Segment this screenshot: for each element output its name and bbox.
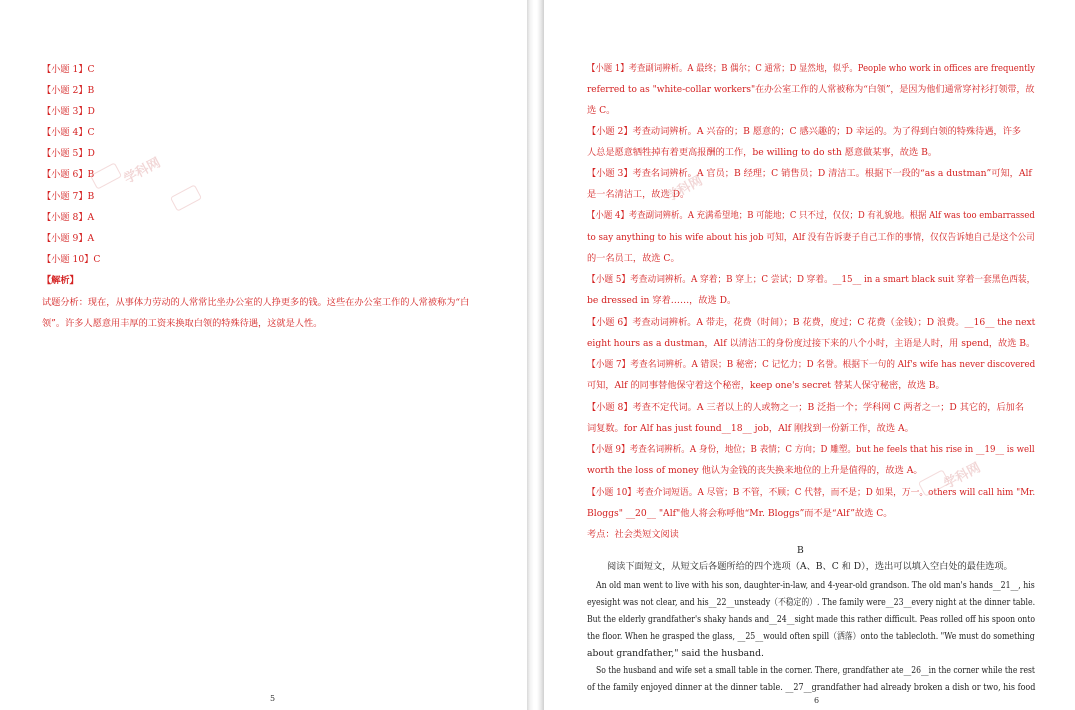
explanation-line: 选 C。	[587, 105, 616, 116]
explanation-line: to say anything to his wife about his job 可知，Alf 没有告诉妻子自己工作的事情，仅仅告诉她自己是这个公司	[587, 232, 1035, 243]
answer-8: 【小题 8】A	[42, 212, 95, 223]
explanation-line: 词复数。for Alf has just found__18__ job，Alf 刚找到一份新工作，故选 A。	[587, 423, 914, 434]
explanation-line: 【小题 10】考查介词短语。A 尽管；B 不管，不顾；C 代替，而不是；D 如果，万一。others will call him "Mr.	[587, 487, 1036, 498]
answer-7: 【小题 7】B	[42, 191, 95, 202]
watermark: 学科网	[663, 173, 706, 206]
answer-4: 【小题 4】C	[42, 127, 95, 138]
passage-line: of the family enjoyed dinner at the dinner table. __27__grandfather had already broken a dish or two, his food	[587, 682, 1036, 693]
watermark-logo-icon	[170, 184, 202, 211]
watermark-logo-icon	[90, 162, 122, 189]
explanation-line: 人总是愿意牺牲掉有着更高报酬的工作，be willing to do sth 愿意做某事，故选 B。	[587, 147, 938, 158]
answer-9: 【小题 9】A	[42, 233, 95, 244]
kaodian-line: 考点：社会类短文阅读	[587, 529, 679, 540]
section-letter: B	[797, 545, 804, 556]
explanation-line: 【小题 2】考查动词辨析。A 兴奋的；B 愿意的；C 感兴趣的；D 幸运的。为了得到白领的特殊待遇，许多	[587, 126, 1022, 137]
answer-3: 【小题 3】D	[42, 106, 95, 117]
right-page	[544, 0, 1075, 710]
explanation-line: 的一名员工，故选 C。	[587, 253, 680, 264]
answer-5: 【小题 5】D	[42, 148, 95, 159]
passage-line: eyesight was not clear, and his__22__unsteady（不稳定的）. The family were__23__every night at the dinner table.	[587, 597, 1036, 608]
explanation-line: 【小题 1】考查副词辨析。A 最终；B 偶尔；C 通常；D 显然地，似乎。People who work in offices are frequently	[587, 63, 1035, 74]
watermark: 学科网	[121, 155, 164, 188]
explanation-line: 【小题 6】考查动词辨析。A 带走，花费（时间）；B 花费，度过；C 花费（金钱）；D 浪费。__16__ the next	[587, 317, 1036, 328]
explanation-line: 可知，Alf 的同事替他保守着这个秘密，keep one's secret 替某人保守秘密，故选 B。	[587, 380, 945, 391]
analysis-line-2: 领”。许多人愿意用丰厚的工资来换取白领的特殊待遇，这就是人性。	[42, 318, 323, 329]
explanation-line: 【小题 7】考查名词辨析。A 错误；B 秘密；C 记忆力；D 名誉。根据下一句的 Alf's wife has never discovered	[587, 359, 1036, 370]
answer-1: 【小题 1】C	[42, 64, 95, 75]
answer-6: 【小题 6】B	[42, 169, 95, 180]
explanation-line: worth the loss of money 他认为金钱的丧失换来地位的上升是值得的，故选 A。	[587, 465, 923, 476]
explanation-line: 【小题 4】考查副词辨析。A 充满希望地；B 可能地；C 只不过，仅仅；D 有礼貌地。根据 Alf was too embarrassed	[587, 210, 1035, 221]
page-number: 5	[270, 694, 276, 703]
answer-10: 【小题 10】C	[42, 254, 101, 265]
explanation-line: 【小题 5】考查动词辨析。A 穿着；B 穿上；C 尝试；D 穿着。__15__ in a smart black suit 穿着一套黑色西装，	[587, 274, 1036, 285]
analysis-line-1: 试题分析：现在，从事体力劳动的人常常比坐办公室的人挣更多的钱。这些在办公室工作的人常被称为“白	[42, 297, 470, 308]
answer-2: 【小题 2】B	[42, 85, 95, 96]
passage-line: So the husband and wife set a small table in the corner. There, grandfather ate__26__in the corner while the rest	[596, 665, 1036, 676]
explanation-line: Bloggs" __20__ "Alf"他人将会称呼他“Mr. Bloggs”而不是“Alf”故选 C。	[587, 508, 893, 519]
explanation-line: 【小题 3】考查名词辨析。A 官员；B 经理；C 销售员；D 清洁工。根据下一段的“as a dustman”可知，Alf	[587, 168, 1032, 179]
page-number: 6	[814, 696, 820, 705]
passage-line: But the elderly grandfather's shaky hands and__24__sight made this rather difficult. Peas rolled off his spoon onto	[587, 614, 1036, 625]
instruction-text: 阅读下面短文，从短文后各题所给的四个选项（A、B、C 和 D），选出可以填入空白处的最佳选项。	[607, 561, 1013, 572]
page-gutter	[527, 0, 544, 710]
explanation-line: eight hours as a dustman，Alf 以清洁工的身份度过接下来的八个小时，主语是人时，用 spend，故选 B。	[587, 338, 1036, 349]
analysis-heading: 【解析】	[42, 275, 79, 286]
left-page	[0, 0, 527, 710]
passage-line: An old man went to live with his son, daughter-in-law, and 4-year-old grandson. The old man's hands__21__, his	[596, 580, 1035, 591]
watermark: 学科网	[941, 460, 984, 493]
explanation-line: 【小题 8】考查不定代词。A 三者以上的人或物之一；B 泛指一个；学科网 C 两者之一；D 其它的，后加名	[587, 402, 1025, 413]
passage-line: the floor. When he grasped the glass, __25__would often spill（洒落）onto the tablecloth. "We must do something	[587, 631, 1035, 642]
explanation-line: referred to as "white-collar workers"在办公室工作的人常被称为“白领”，是因为他们通常穿衬衫打领带，故	[587, 84, 1035, 95]
explanation-line: be dressed in 穿着……，故选 D。	[587, 295, 737, 306]
passage-line: about grandfather," said the husband.	[587, 648, 764, 659]
explanation-line: 【小题 9】考查名词辨析。A 身份，地位；B 表情；C 方向；D 雕塑。but he feels that his rise in __19__ is well	[587, 444, 1035, 455]
explanation-line: 是一名清洁工，故选 D。	[587, 189, 690, 200]
